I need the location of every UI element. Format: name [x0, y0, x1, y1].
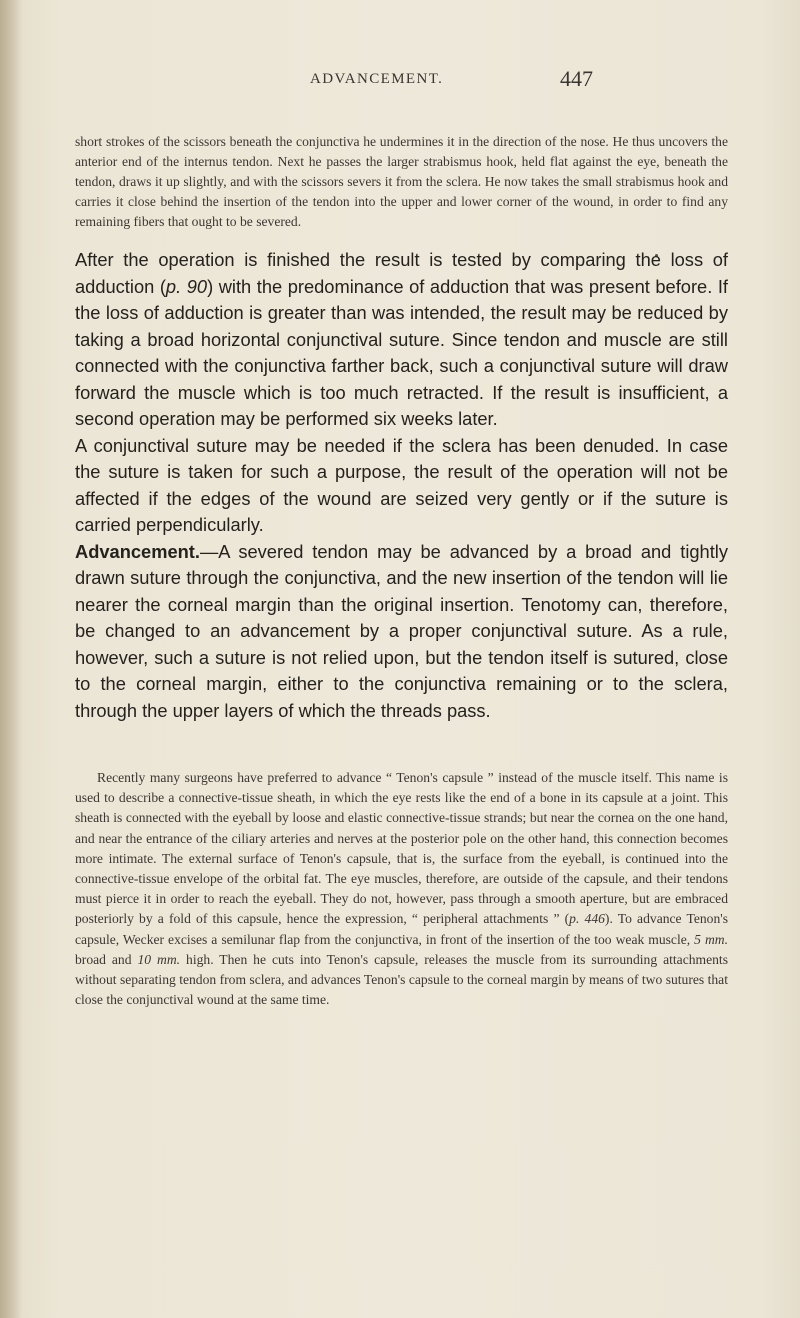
- paragraph-advancement: [75, 539, 728, 725]
- page-header: [0, 66, 800, 96]
- intro-text: short strokes of the scissors beneath the conjunctiva he undermines it in the direction of the nose. He thus uncovers the anterior end of the internus tendon. Next he passes the larger strabismus hook, held flat against the eye, beneath the tendon, draws it up slightly, and with the scissors severs it from the sclera. He now takes the small strabismus hook and carries it close behind the insertion of the tendon into the upper and lower corner of the wound, in order to find any remaining fibers that ought to be severed.: [75, 134, 728, 229]
- page-number: 447: [560, 66, 593, 91]
- page-reference: p. 90: [165, 275, 208, 297]
- measure-height: 10 mm.: [137, 951, 181, 967]
- p1-text-a: After the operation is finished the result is tested by comparing the loss of adduction (: [75, 249, 728, 297]
- note-text-3: broad and: [75, 951, 138, 967]
- note-text-4: high. Then he cuts into Tenon's capsule, releases the muscle from its surrounding attachments without separating tendon from sclera, and advances Tenon's capsule to the corneal margin by means of two sutures that close the conjunctival wound at the same time.: [75, 951, 728, 1008]
- page-binding-shadow: [0, 0, 22, 1318]
- main-text: [75, 247, 728, 724]
- note-page-reference: p. 446: [569, 911, 605, 927]
- paragraph-conjunctival-suture: [75, 433, 728, 539]
- p3-text: —A severed tendon may be advanced by a broad and tightly drawn suture through the conjunctiva, and the new insertion of the tendon will lie nearer the corneal margin than the original insertion. Tenotomy can, therefore, be changed to an advancement by a proper conjunctival suture. As a rule, however, such a suture is not relied upon, but the tendon itself is sutured, close to the corneal margin, either to the conjunctiva remaining or to the sclera, through the upper layers of which the threads pass.: [75, 540, 728, 721]
- section-heading-advancement: Advancement.: [75, 540, 200, 562]
- p2-text: A conjunctival suture may be needed if the sclera has been denuded. In case the suture is taken for such a purpose, the result of the operation will not be affected if the edges of the wound are seized very gently or if the suture is carried perpendicularly.: [75, 434, 728, 535]
- running-title: ADVANCEMENT.: [310, 71, 444, 87]
- note-text: [75, 768, 728, 1010]
- p1-text-b: ) with the predominance of adduction that was present before. If the loss of adduction is greater than was intended, the result may be reduced by taking a broad horizontal conjunctival suture. Since tendon and muscle are still connected with the conjunctiva farther back, such a conjunctival suture will draw forward the muscle which is too much retracted. If the result is insufficient, a second operation may be performed six weeks later.: [75, 275, 728, 429]
- measure-width: 5 mm.: [694, 931, 728, 947]
- note-text-1: Recently many surgeons have preferred to advance “ Tenon's capsule ” instead of the muscle itself. This name is used to describe a connective-tissue sheath, in which the eye rests like the end of a bone in its capsule at a joint. This sheath is connected with the eyeball by loose and elastic connective-tissue strands; but near the cornea on the one hand, and near the entrance of the ciliary arteries and nerves at the posterior pole on the other hand, this connection becomes more intimate. The external surface of Tenon's capsule, that is, the surface from the eyeball, is continued into the connective-tissue envelope of the orbital fat. The eye muscles, therefore, are outside of the capsule, and their tendons must pierce it in order to reach the eyeball. They do not, however, pass through a smooth aperture, but are embraced posteriorly by a fold of this capsule, hence the expression, “ peripheral attachments ” (: [75, 770, 728, 927]
- paragraph-result-test: [75, 247, 728, 433]
- note-paragraph: [75, 768, 728, 1010]
- intro-paragraph: [75, 132, 728, 232]
- note-text-2: ). To advance Tenon's capsule, Wecker excises a semilunar flap from the conjunctiva, in front of the insertion of the too weak muscle,: [75, 911, 729, 947]
